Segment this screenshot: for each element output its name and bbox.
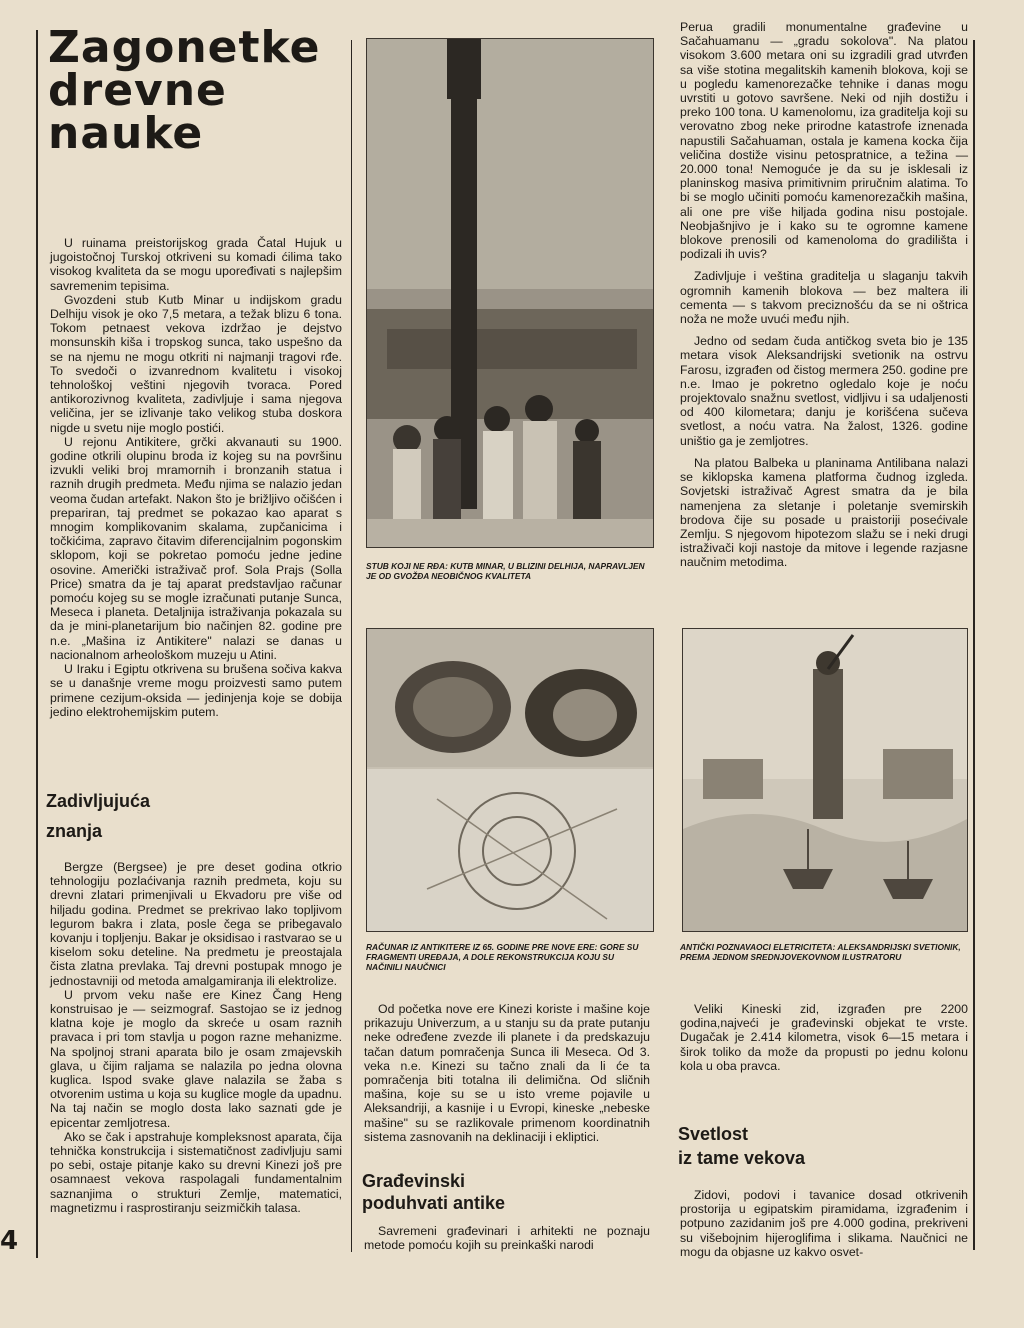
photo-iron-pillar: [366, 38, 654, 548]
paragraph: Veliki Kineski zid, izgrađen pre 2200 godina,najveći je građevinski objekat te vrste. Dugačak je 2.414 kilometra, visok 6—15 metara i širok toliko da može da propusti po jednu kolonu kola u oba pravca.: [680, 1002, 968, 1073]
column-2-lower-text: [364, 1224, 650, 1252]
paragraph: U Iraku i Egiptu otkrivena su brušena sočiva kakva se u današnje vreme mogu proizvesti samo putem primene cezijum-oksida — jedinjenja koje se dobija jedino elektrohemijskim putem.: [50, 662, 342, 719]
paragraph: Gvozdeni stub Kutb Minar u indijskom gradu Delhiju visok je oko 7,5 metara, a težak blizu 6 tona. Tokom petnaest vekova izdržao je dejstvo monsunskih kiša i tropskog sunca, tako uspešno da se na njemu ne mogu otkriti ni najmanji tragovi rđe. To svedoči o izvanrednom kvalitetu i visokoj tehnološkoj veštini njegovih tvoraca. Pored antikorozivnog kvaliteta, zadivljuje i sama njegova veličina, jer se izlivanje tako velikog stuba doskora nigde u svetu nije moglo postići.: [50, 292, 342, 435]
column-3-text: [680, 20, 968, 570]
paragraph: Jedno od sedam čuda antičkog sveta bio je 135 metara visok Aleksandrijski svetionik na ostrvu Farosu, izgrađen od čistog mermera 250. godine pre n.e. Imao je pokretno ogledalo koje je noću projektovalo snažnu svetlost, vidljivu i sa udaljenosti od 400 kilometara; danju je korišćena sučeva svetlost, a noću vatra. Na žalost, 1326. godine uništio ga je zemljotres.: [680, 334, 968, 448]
column-1-lower-text: [50, 860, 342, 1215]
subhead-line-1: Građevinski: [362, 1171, 466, 1191]
column-2-text: [364, 1002, 650, 1144]
pillar-illustration: [367, 39, 653, 547]
subhead-svetlost: [678, 1122, 966, 1170]
paragraph: Zidovi, podovi i tavanice dosad otkrivenih prostorija u egipatskim piramidama, izgrađenim i potpuno zazidanim još pre 4.000 godina, prekriveni su višebojnim hijeroglifima i slikama. Naučnici ne mogu da objasne uz kakvo osvet-: [680, 1188, 968, 1259]
subhead-line-1: Svetlost: [678, 1124, 749, 1144]
paragraph: U prvom veku naše ere Kinez Čang Heng konstruisao je — seizmograf. Sastojao se iz jednog klatna koje je moglo da skreće u osam raznih pravaca i pri tom stavlja u pogon razne mehanizme. Na spoljnoj strani aparata bilo je osam zmajevskih glava, u čijim raljama se nalazila po jedna olovna kuglica. Ispod svake glave nalazila se žaba s otvorenim ustima u koja su kuglice mogle da upadnu. Na taj način se moglo dosta lako saznati gde je epicentar zemljotresa.: [50, 987, 342, 1130]
subhead-zadivljujuca: [46, 786, 336, 846]
column-3-final-text: [680, 1188, 968, 1259]
paragraph: U ruinama preistorijskog grada Čatal Hujuk u jugoistočnoj Turskoj otkriveni su komadi ćilima tako visokog kvaliteta da se mogu upoređivati s najlepšim savremenim tepisima.: [50, 236, 342, 293]
photo-antikythera-mechanism: [366, 628, 654, 932]
subhead-line-2: znanja: [46, 821, 103, 841]
column-1-text: [50, 236, 342, 719]
paragraph: Ako se čak i apstrahuje kompleksnost aparata, čija tehnička konstrukcija i sistematičnost zadivljuju sami po sebi, ostaje pitanje kako su drevni Kinezi još pre osamnaest vekova raspolagali fundamentalnim saznanjima o strukturi Zemlje, matematici, magnetizmu i rasprostiranju seizmičkih talasa.: [50, 1129, 342, 1215]
title-line-2: drevne: [48, 65, 227, 116]
subhead-line-2: poduhvati antike: [362, 1193, 506, 1213]
right-rule: [973, 40, 975, 1250]
paragraph: Bergze (Bergsee) je pre deset godina otkrio tehnologiju pozlaćivanja raznih predmeta, koju su drevni zlatari primenjivali u Ekvadoru pre više od hiljadu godina. Predmet se prekrivao lako topljivom legurom bakra i zlata, posle čega se pribegavalo kovanju i topljenju. Bakar je oksidisao i rastvarao se u kiselom soku deteline. Na predmetu je preostajala čista zlatna prevlaka. Taj drevni postupak mnogo je jednostavniji od metoda amalgamiranja ili elektrolize.: [50, 860, 342, 988]
subhead-line-2: iz tame vekova: [678, 1148, 806, 1168]
paragraph: Perua gradili monumentalne građevine u Sačahuamanu — „gradu sokolova". Na platou visokom 3.600 metara oni su izgradili grad utvrđen sa više stotina megalitskih kamenih blokova, koji se u pogledu kamenorezačke tehnike i danas mogu uvrstiti u gotovo savršene. Neki od njih dostižu i preko 100 tona. U kamenolomu, iza graditelja koji su verovatno zbog neke prirodne katastrofe iznenada napustili Sačahuaman, ostala je kamena kocka čija veličina dostiže visinu petospratnice, a težina — 20.000 tona! Nemoguće je da su je isklesali iz planinskog masiva primitivnim priručnim alatima. To bi se moglo učiniti pomoću kamenorezačkih mašina, ali one pre više hiljada godina nisu postojale. Neobjašnjivo je i kako su te ogromne kamene blokove prenosili od kamenoloma do gradilišta i podizali ih uvis?: [680, 20, 968, 262]
title-line-3: nauke: [48, 108, 204, 159]
photo-1-caption: STUB KOJI NE RĐA: KUTB MINAR, U BLIZINI DELHIJA, NAPRAVLJEN JE OD GVOŽĐA NEOBIČNOG KVALITETA: [366, 561, 645, 581]
antikythera-illustration: [367, 629, 653, 931]
article-title: [48, 22, 338, 159]
subhead-gradevinski: [362, 1170, 648, 1214]
photo-lighthouse-illustration: [682, 628, 968, 932]
center-rule: [351, 40, 352, 1252]
page-number: 4: [0, 1226, 19, 1256]
left-rule: [36, 30, 38, 1258]
title-line-1: Zagonetke: [48, 22, 321, 73]
lighthouse-illustration: [683, 629, 967, 931]
column-3-lower-text: [680, 1002, 968, 1073]
paragraph: Na platou Balbeka u planinama Antilibana nalazi se kiklopska kamena platforma čudnog izgleda. Sovjetski istraživač Agrest smatra da je bila namenjena za sletanje i poletanje svemirskih brodova čije su posade u praistoriji posećivale Zemlju. S njegovom hipotezom slažu se i neki drugi istraživači koji nastoje da mitove i legende razjasne naučnim metodima.: [680, 455, 968, 570]
subhead-line-1: Zadivljujuća: [46, 791, 151, 811]
paragraph: U rejonu Antikitere, grčki akvanauti su 1900. godine otkrili olupinu broda iz kojeg su na površinu izvukli veliki broj mramornih i bronzanih statua i raznih drugih predmeta. Među njima se nalazio jedan veoma čudan artefakt. Nakon što je brižljivo očišćen i prepariran, taj predmet se pokazao kao aparat s mnogim komplikovanim skalama, zupčanicima i točkićima, zapravo čitavim diferencijalnim pogonskim sklopom, koji se pokretao pomoću jedne jedine osovine. Američki istraživač prof. Sola Prajs (Solla Price) smatra da je taj aparat predstavljao računar pomoću kojeg su se mogle izračunati putanje Sunca, Meseca i planeta. Detaljnija istraživanja pokazala su da je mini-planetarijum bio načinjen 82. godine pre n.e. „Mašina iz Antikitere" nalazi se danas u nacionalnom arheološkom muzeju u Atini.: [50, 434, 342, 662]
photo-2-caption: RAČUNAR IZ ANTIKITERE IZ 65. GODINE PRE NOVE ERE: GORE SU FRAGMENTI UREĐAJA, A DOLE REKONSTRUKCIJA KOJU SU NAČINILI NAUČNICI: [366, 942, 639, 972]
photo-3-caption: ANTIČKI POZNAVAOCI ELETRICITETA: ALEKSANDRIJSKI SVETIONIK, PREMA JEDNOM SREDNJOVEKOVNOM ILUSTRATORU: [680, 942, 961, 962]
paragraph: Savremeni građevinari i arhitekti ne poznaju metode pomoću kojih su preinkaški narodi: [364, 1224, 650, 1253]
paragraph: Od početka nove ere Kinezi koriste i mašine koje prikazuju Univerzum, a u stanju su da prate putanju neke određene zvezde ili planete i da predskazuju tačan datum pomračenja Sunca ili Meseca. Od 3. veka n.e. Kinezi su tačno znali da li će ta pomračenja biti totalna ili delimična. Od sličnih mašina, koje su se u isto vreme pojavile u Aleksandriji, a kasnije i u Evropi, kineske „nebeske mašine" su se razlikovale primenom koordinatnih sistema zasnovanih na deklinaciji i ekliptici.: [364, 1002, 650, 1144]
paragraph: Zadivljuje i veština graditelja u slaganju takvih ogromnih kamenih blokova — bez maltera ili cementa — s takvom preciznošću da se ni oštrica noža ne može uvući među njih.: [680, 269, 968, 327]
